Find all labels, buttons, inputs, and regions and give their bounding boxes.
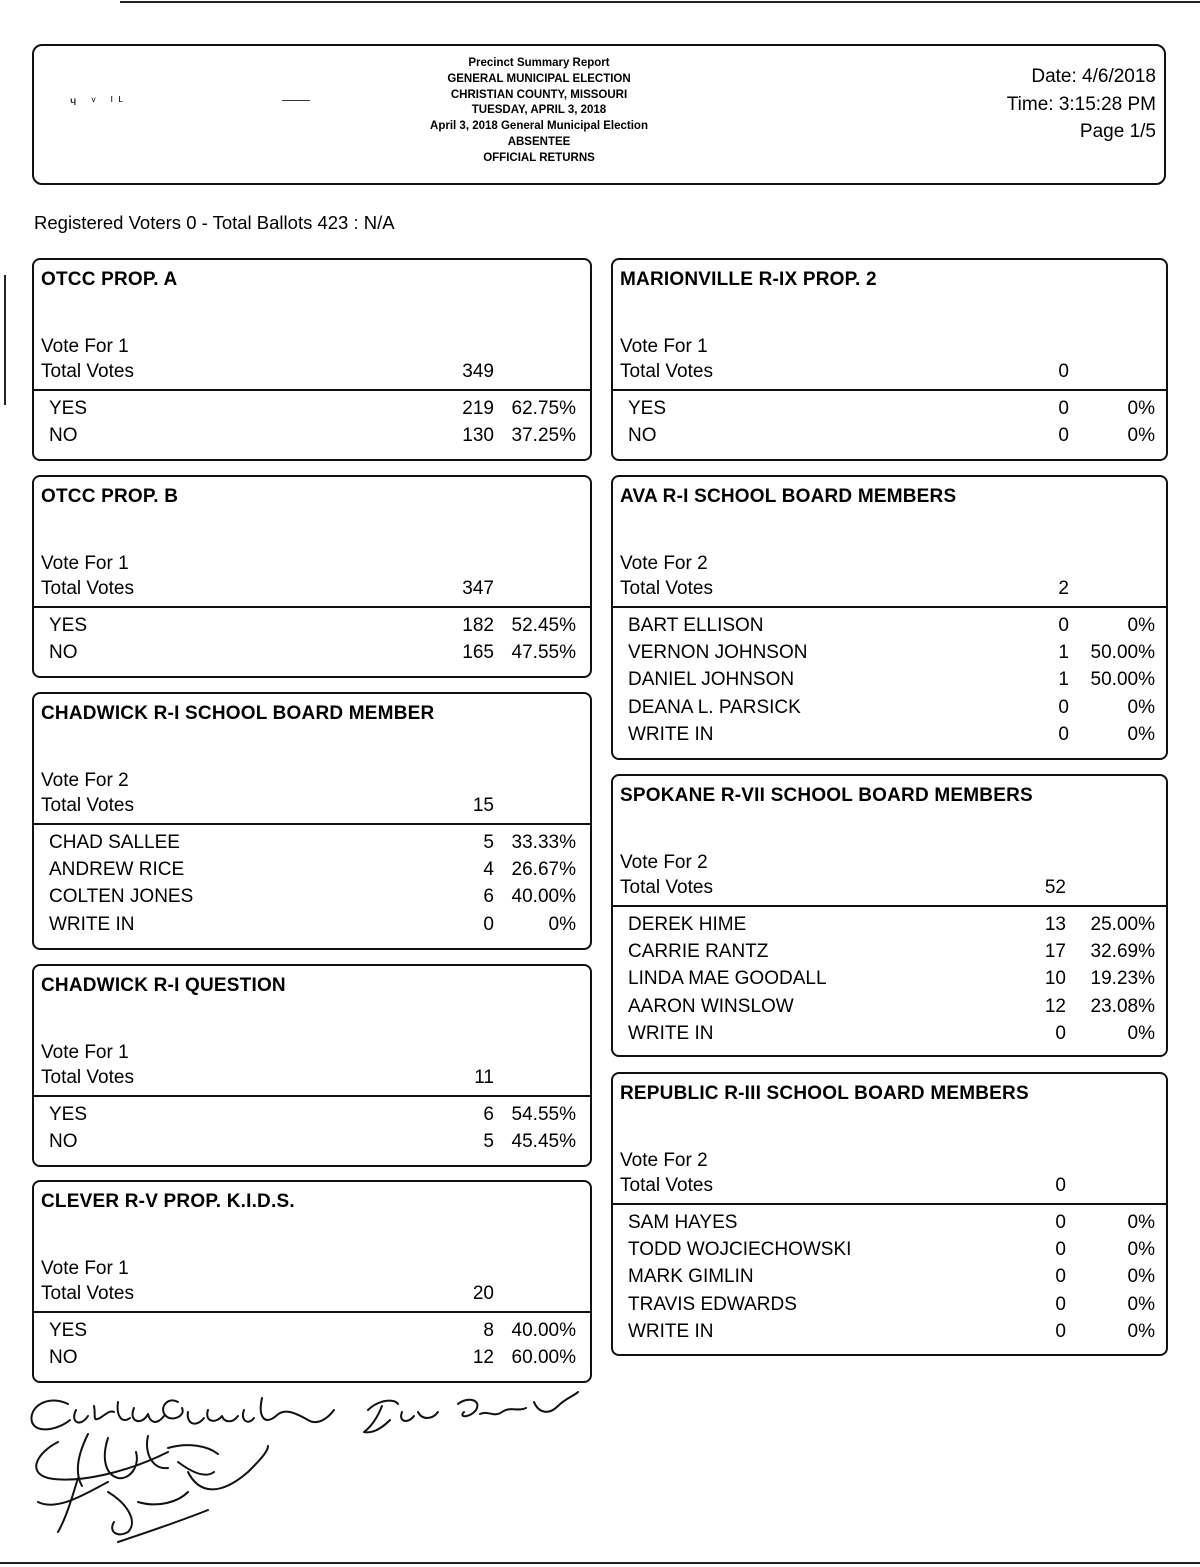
choice-name: WRITE IN <box>628 1320 714 1342</box>
choice-row <box>49 615 579 642</box>
choice-percent: 23.08% <box>1090 995 1155 1017</box>
choice-votes: 12 <box>1044 995 1066 1017</box>
choice-votes: 5 <box>483 1131 494 1153</box>
choice-name: YES <box>49 1320 88 1341</box>
choice-percent: 0% <box>548 913 576 935</box>
total-votes-label: Total Votes <box>41 795 134 816</box>
total-votes-value: 0 <box>1055 1175 1066 1196</box>
choice-row <box>49 425 579 452</box>
choice-votes: 0 <box>1058 425 1069 447</box>
choice-row <box>628 1212 1155 1239</box>
total-votes-value: 347 <box>462 578 494 599</box>
choice-percent: 0% <box>1127 1293 1155 1315</box>
choice-row <box>49 886 579 913</box>
contest-box <box>611 475 1168 760</box>
total-votes-label: Total Votes <box>41 1067 134 1088</box>
choice-votes: 0 <box>1055 1212 1066 1233</box>
choice-percent: 19.23% <box>1090 968 1155 990</box>
total-votes-value: 0 <box>1058 361 1069 382</box>
vote-for-label: Vote For 2 <box>41 770 129 791</box>
choice-name: DANIEL JOHNSON <box>628 669 795 691</box>
vote-for-label: Vote For 1 <box>41 336 129 357</box>
returns-status: OFFICIAL RETURNS <box>483 151 595 164</box>
vote-for-label: Vote For 1 <box>620 336 708 357</box>
choice-row <box>49 642 579 669</box>
choice-name: DEREK HIME <box>628 914 747 935</box>
contest-title: CHADWICK R-I QUESTION <box>41 975 286 996</box>
choice-row <box>628 398 1155 425</box>
total-votes-value: 11 <box>474 1067 494 1088</box>
vote-for-label: Vote For 1 <box>41 1258 129 1279</box>
vote-for-label: Vote For 1 <box>41 1042 129 1063</box>
choice-percent: 62.75% <box>511 398 576 419</box>
report-header <box>32 44 1166 185</box>
choice-name: WRITE IN <box>49 913 135 935</box>
contest-divider <box>34 1095 590 1097</box>
choice-name: DEANA L. PARSICK <box>628 696 801 718</box>
choice-row <box>628 941 1155 968</box>
ballot-type: ABSENTEE <box>507 135 571 148</box>
page-number: Page 1/5 <box>1079 121 1156 142</box>
contest-divider <box>34 1311 590 1313</box>
election-description: April 3, 2018 General Municipal Election <box>430 120 648 133</box>
choice-name: NO <box>49 642 78 664</box>
contest-box <box>32 692 592 950</box>
total-votes-value: 52 <box>1044 877 1066 898</box>
choice-name: MARK GIMLIN <box>628 1266 754 1288</box>
choice-votes: 1 <box>1058 669 1069 691</box>
choice-percent: 33.33% <box>511 832 576 853</box>
choice-row <box>628 914 1155 941</box>
signatures <box>18 1382 598 1552</box>
total-votes-value: 349 <box>462 361 494 382</box>
choice-votes: 0 <box>1058 615 1069 636</box>
choice-name: AARON WINSLOW <box>628 995 794 1017</box>
choice-percent: 37.25% <box>511 425 576 447</box>
choice-votes: 17 <box>1044 941 1066 963</box>
choice-row <box>49 1104 579 1131</box>
choice-row <box>628 615 1155 642</box>
choice-percent: 60.00% <box>511 1347 576 1369</box>
scan-edge-bottom <box>0 1562 1200 1564</box>
choice-percent: 54.55% <box>511 1104 576 1125</box>
contest-title: AVA R-I SCHOOL BOARD MEMBERS <box>620 486 957 507</box>
choice-name: NO <box>49 1131 78 1153</box>
scan-edge-left <box>4 275 6 405</box>
choice-name: YES <box>49 398 88 419</box>
total-votes-label: Total Votes <box>41 578 134 599</box>
choice-name: SAM HAYES <box>628 1212 738 1233</box>
choice-row <box>49 1131 579 1158</box>
choice-percent: 0% <box>1127 1022 1155 1044</box>
contest-title: REPUBLIC R-III SCHOOL BOARD MEMBERS <box>620 1083 1029 1104</box>
contest-divider <box>34 389 590 391</box>
total-votes-value: 2 <box>1058 578 1069 599</box>
contest-divider <box>613 606 1166 608</box>
choice-name: TRAVIS EDWARDS <box>628 1293 797 1315</box>
choice-votes: 1 <box>1058 642 1069 664</box>
voter-summary: Registered Voters 0 - Total Ballots 423 : N/A <box>34 212 395 233</box>
choice-name: BART ELLISON <box>628 615 764 636</box>
choice-row <box>49 914 579 941</box>
choice-percent: 0% <box>1127 398 1155 419</box>
scan-edge-top <box>120 1 1200 3</box>
choice-votes: 6 <box>483 1104 494 1125</box>
choice-name: NO <box>49 425 78 447</box>
choice-votes: 10 <box>1044 968 1066 990</box>
choice-votes: 0 <box>1055 1293 1066 1315</box>
choice-row <box>628 996 1155 1023</box>
contest-divider <box>34 606 590 608</box>
choice-name: WRITE IN <box>628 1022 714 1044</box>
choice-row <box>628 697 1155 724</box>
election-date: TUESDAY, APRIL 3, 2018 <box>471 104 607 117</box>
contest-box <box>32 258 592 461</box>
contest-title: SPOKANE R-VII SCHOOL BOARD MEMBERS <box>620 785 1033 806</box>
choice-name: CHAD SALLEE <box>49 832 180 853</box>
choice-percent: 32.69% <box>1090 941 1155 963</box>
report-date: Date: 4/6/2018 <box>1031 66 1156 87</box>
contest-box <box>32 964 592 1167</box>
choice-percent: 50.00% <box>1090 669 1155 691</box>
choice-percent: 0% <box>1127 723 1155 745</box>
choice-percent: 40.00% <box>511 886 576 908</box>
vote-for-label: Vote For 2 <box>620 1150 708 1171</box>
choice-percent: 25.00% <box>1090 914 1155 935</box>
choice-row <box>49 1347 579 1374</box>
choice-row <box>628 1023 1155 1050</box>
vote-for-label: Vote For 2 <box>620 553 708 574</box>
contest-title: OTCC PROP. B <box>41 486 179 507</box>
choice-name: YES <box>628 398 667 419</box>
contest-title: OTCC PROP. A <box>41 269 178 290</box>
choice-percent: 26.67% <box>511 859 576 881</box>
choice-votes: 182 <box>462 615 494 636</box>
contest-title: CLEVER R-V PROP. K.I.D.S. <box>41 1191 295 1212</box>
choice-votes: 0 <box>1055 1239 1066 1261</box>
choice-name: NO <box>628 425 657 447</box>
header-divider <box>282 100 310 101</box>
choice-votes: 0 <box>1058 696 1069 718</box>
choice-votes: 0 <box>1055 1022 1066 1044</box>
choice-name: YES <box>49 615 88 636</box>
choice-votes: 13 <box>1044 914 1066 935</box>
contest-divider <box>613 905 1166 907</box>
contest-box <box>611 258 1168 461</box>
choice-row <box>628 1321 1155 1348</box>
choice-name: VERNON JOHNSON <box>628 642 808 664</box>
contest-box <box>32 475 592 678</box>
choice-row <box>628 1266 1155 1293</box>
choice-name: ANDREW RICE <box>49 859 185 881</box>
choice-row <box>49 1320 579 1347</box>
choice-percent: 52.45% <box>511 615 576 636</box>
contest-box <box>611 1072 1168 1356</box>
election-name: GENERAL MUNICIPAL ELECTION <box>447 72 631 85</box>
choice-percent: 0% <box>1127 1239 1155 1261</box>
choice-votes: 0 <box>1055 1266 1066 1288</box>
choice-name: LINDA MAE GOODALL <box>628 968 827 990</box>
header-title-block <box>364 56 714 167</box>
choice-row <box>628 642 1155 669</box>
report-title: Precinct Summary Report <box>468 57 610 69</box>
report-time: Time: 3:15:28 PM <box>1006 93 1156 115</box>
contest-box <box>611 774 1168 1057</box>
choice-votes: 12 <box>472 1347 494 1369</box>
choice-votes: 0 <box>483 913 494 935</box>
choice-percent: 0% <box>1127 1212 1155 1233</box>
choice-row <box>49 859 579 886</box>
total-votes-label: Total Votes <box>41 1283 134 1304</box>
contest-divider <box>613 1203 1166 1205</box>
choice-votes: 130 <box>462 425 494 447</box>
choice-name: NO <box>49 1347 78 1369</box>
total-votes-label: Total Votes <box>620 578 713 599</box>
choice-row <box>628 425 1155 452</box>
total-votes-value: 15 <box>472 795 494 816</box>
choice-percent: 0% <box>1127 425 1155 447</box>
choice-row <box>628 669 1155 696</box>
total-votes-value: 20 <box>472 1283 494 1304</box>
contest-title: CHADWICK R-I SCHOOL BOARD MEMBER <box>41 703 435 724</box>
choice-name: WRITE IN <box>628 723 714 745</box>
contest-divider <box>34 823 590 825</box>
vote-for-label: Vote For 1 <box>41 553 129 574</box>
header-meta <box>1007 63 1156 146</box>
choice-name: TODD WOJCIECHOWSKI <box>628 1239 852 1261</box>
vote-for-label: Vote For 2 <box>620 852 708 873</box>
total-votes-label: Total Votes <box>620 361 713 382</box>
choice-percent: 47.55% <box>511 642 576 664</box>
total-votes-label: Total Votes <box>620 877 713 898</box>
contest-title: MARIONVILLE R-IX PROP. 2 <box>620 269 877 290</box>
header-scan-marks: ч ᵛ ᴵᴸ <box>70 94 129 108</box>
choice-votes: 5 <box>483 832 494 853</box>
choice-row <box>628 1294 1155 1321</box>
choice-votes: 165 <box>462 642 494 664</box>
choice-row <box>628 968 1155 995</box>
choice-votes: 0 <box>1058 723 1069 745</box>
choice-row <box>628 724 1155 751</box>
total-votes-label: Total Votes <box>620 1175 713 1196</box>
choice-percent: 45.45% <box>511 1131 576 1153</box>
choice-percent: 0% <box>1127 615 1155 636</box>
choice-row <box>628 1239 1155 1266</box>
choice-row <box>49 832 579 859</box>
choice-percent: 0% <box>1127 696 1155 718</box>
choice-votes: 0 <box>1055 1320 1066 1342</box>
county-name: CHRISTIAN COUNTY, MISSOURI <box>450 88 628 101</box>
choice-percent: 0% <box>1127 1266 1155 1288</box>
choice-row <box>49 398 579 425</box>
choice-name: CARRIE RANTZ <box>628 941 769 963</box>
choice-percent: 40.00% <box>511 1320 576 1341</box>
contest-box <box>32 1180 592 1383</box>
total-votes-label: Total Votes <box>41 361 134 382</box>
choice-votes: 4 <box>483 859 494 881</box>
choice-percent: 0% <box>1127 1320 1155 1342</box>
choice-votes: 8 <box>483 1320 494 1341</box>
choice-votes: 219 <box>462 398 494 419</box>
choice-votes: 6 <box>483 886 494 908</box>
choice-votes: 0 <box>1058 398 1069 419</box>
contest-divider <box>613 389 1166 391</box>
choice-name: COLTEN JONES <box>49 886 194 908</box>
choice-name: YES <box>49 1104 88 1125</box>
choice-percent: 50.00% <box>1090 642 1155 664</box>
